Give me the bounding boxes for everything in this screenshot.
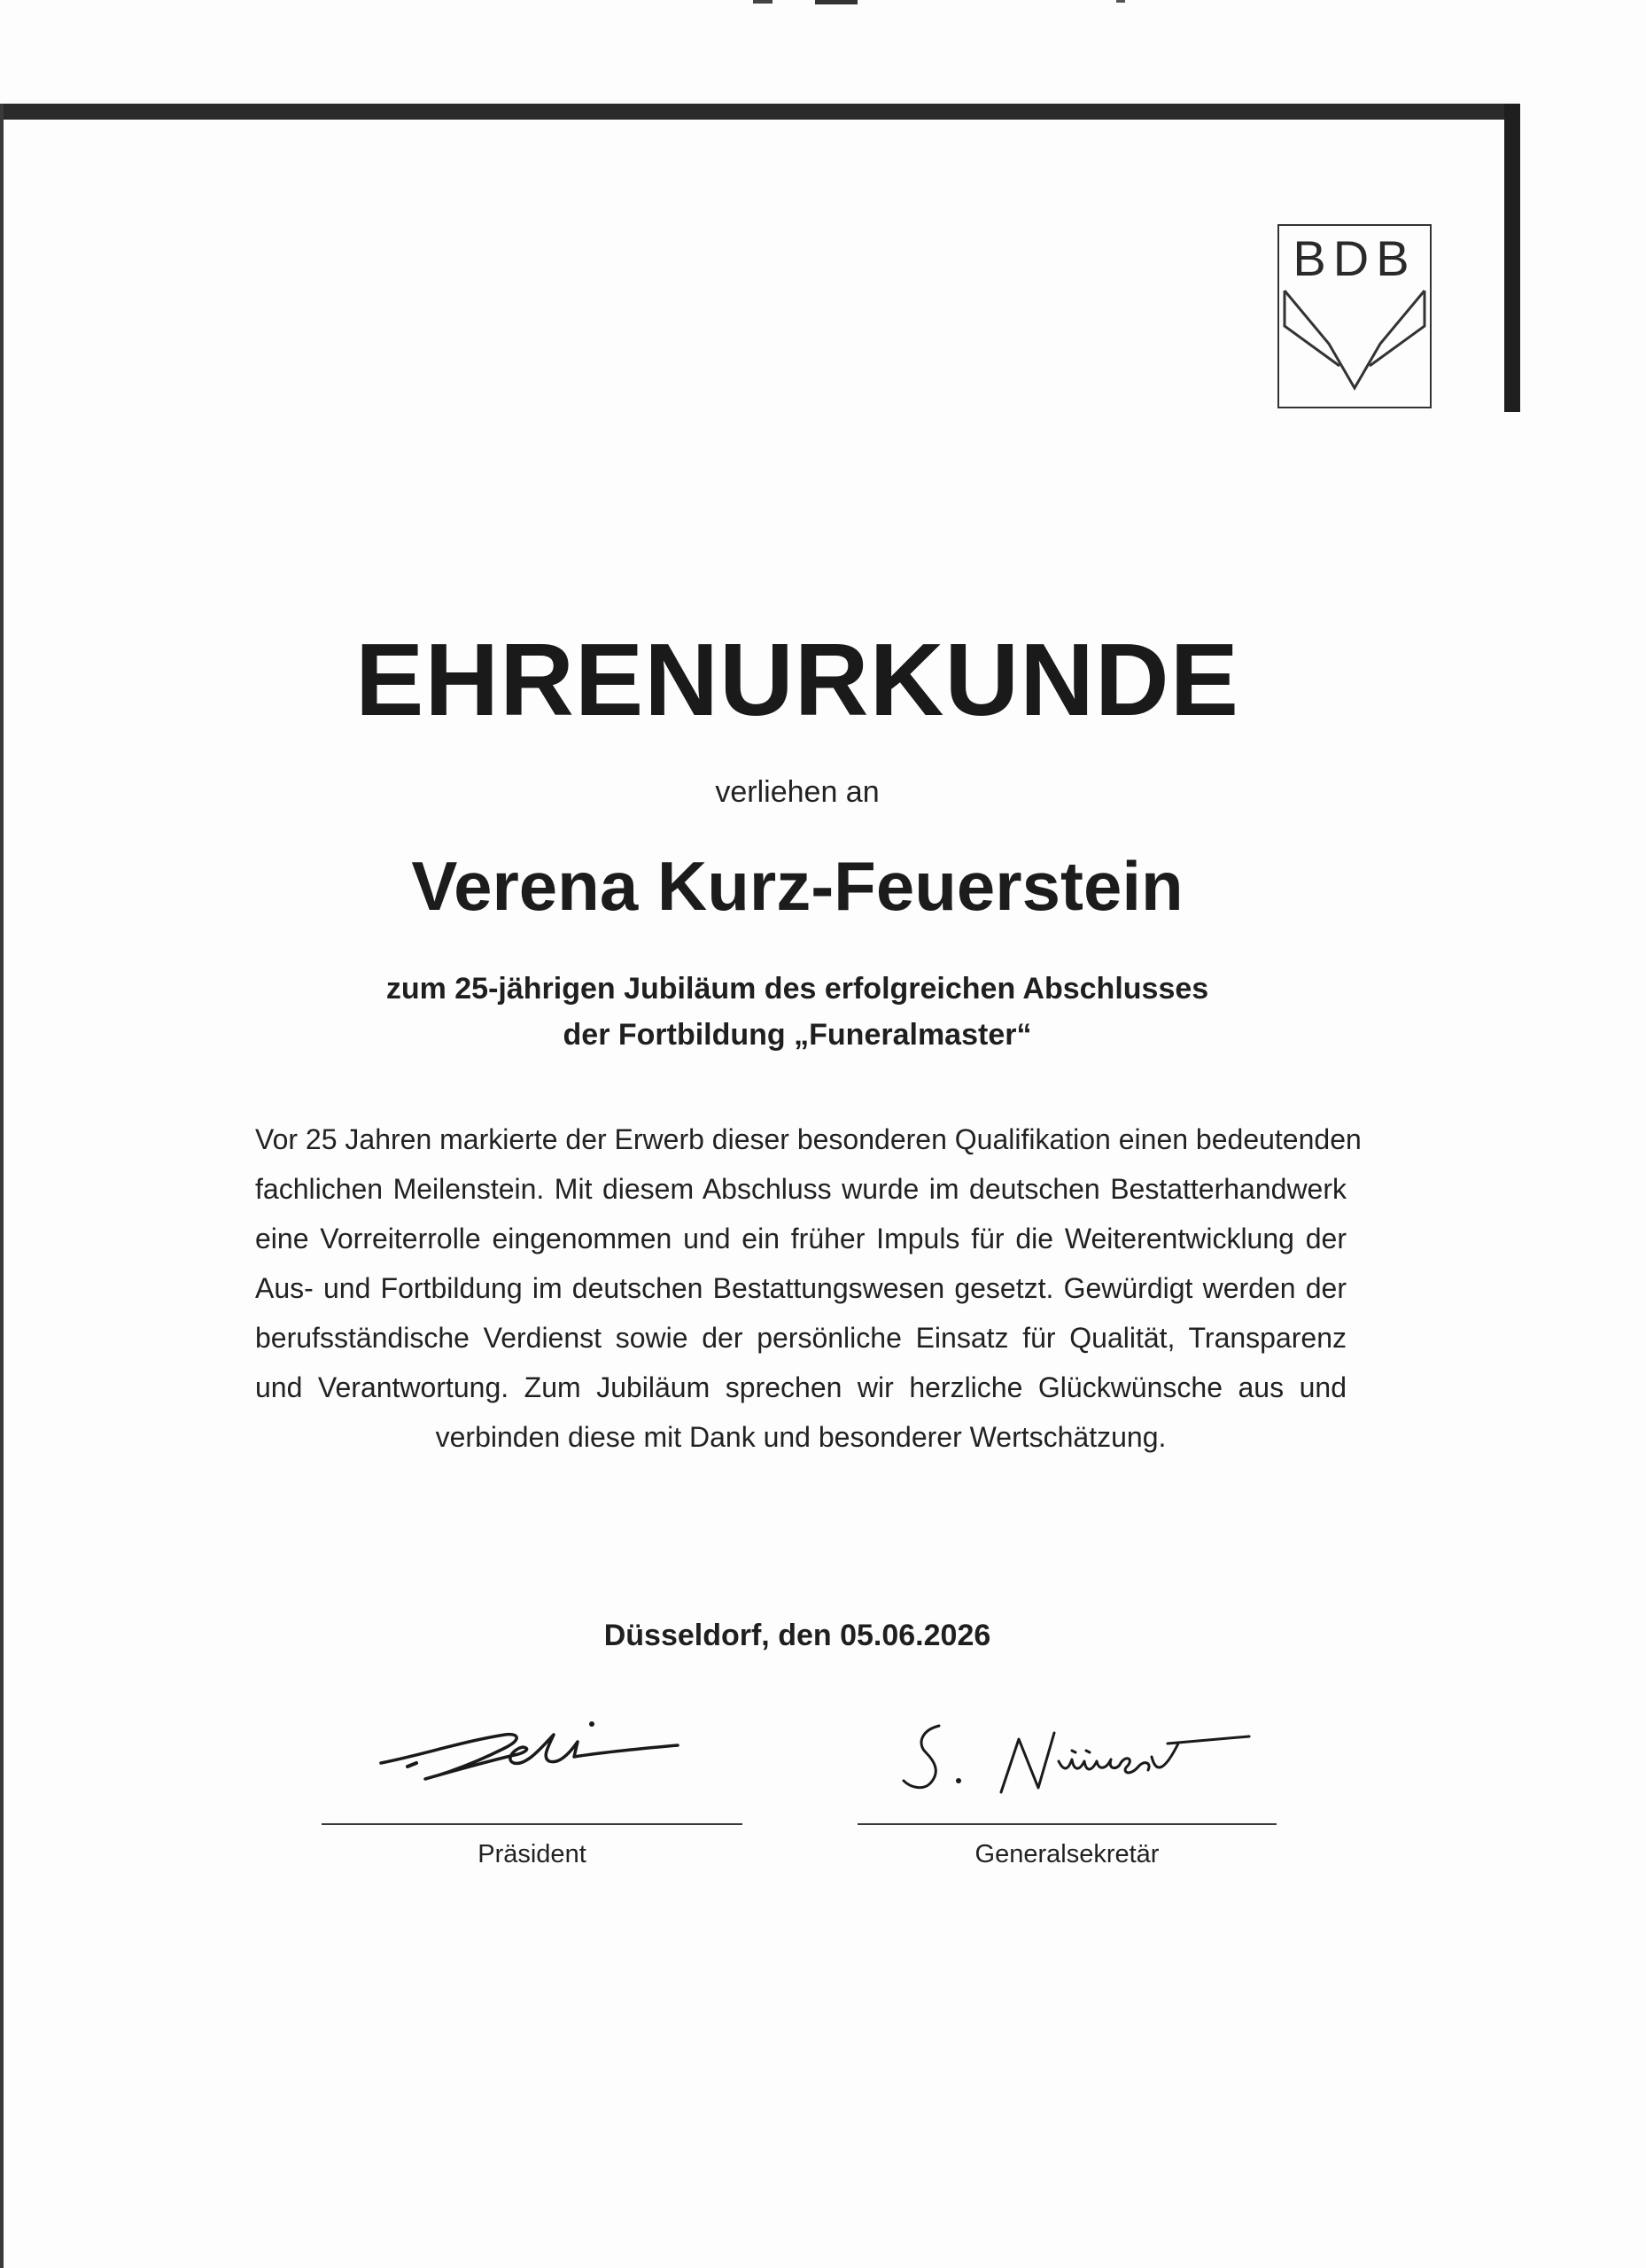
secretary-signature xyxy=(886,1708,1258,1806)
frame-top-border xyxy=(0,104,1520,120)
certificate-title: EHRENURKUNDE xyxy=(354,622,1240,737)
place-and-date: Düsseldorf, den 05.06.2026 xyxy=(603,1619,991,1652)
body-line: fachlichen Meilenstein. Mit diesem Abschluss wurde im deutschen Bestatterhandwerk xyxy=(255,1173,1347,1205)
body-line: verbinden diese mit Dank und besonderer Wertschätzung. xyxy=(435,1421,1167,1453)
awarded-to-label: verliehen an xyxy=(715,775,880,809)
occasion-line: der Fortbildung „Funeralmaster“ xyxy=(563,1018,1032,1052)
president-signature xyxy=(372,1708,691,1806)
president-signature-line xyxy=(322,1823,742,1825)
president-role-label: Präsident xyxy=(477,1840,586,1868)
certificate-body xyxy=(255,1115,1362,1462)
body-line: und Verantwortung. Zum Jubiläum sprechen wir herzliche Glückwünsche aus und xyxy=(255,1371,1347,1403)
body-line: eine Vorreiterrolle eingenommen und ein früher Impuls für die Weiterentwicklung der xyxy=(255,1223,1347,1254)
bdb-logo xyxy=(1277,224,1432,408)
secretary-role-label: Generalsekretär xyxy=(974,1840,1160,1868)
body-line: berufsständische Verdienst sowie der persönliche Einsatz für Qualität, Transparenz xyxy=(255,1322,1347,1354)
secretary-signature-line xyxy=(858,1823,1277,1825)
frame-right-border xyxy=(1504,104,1520,412)
bdb-book-v-logo-icon xyxy=(1277,224,1432,408)
body-line: Aus- und Fortbildung im deutschen Bestattungswesen gesetzt. Gewürdigt werden der xyxy=(255,1272,1347,1304)
logo-text: BDB xyxy=(1293,230,1417,286)
frame-left-border xyxy=(0,104,4,2268)
recipient-name: Verena Kurz-Feuerstein xyxy=(411,847,1184,925)
top-scan-marks xyxy=(726,0,1152,11)
occasion-text xyxy=(0,966,1595,1058)
body-line: Vor 25 Jahren markierte der Erwerb dieser besonderen Qualifikation einen bedeutenden xyxy=(255,1123,1362,1155)
occasion-line: zum 25-jährigen Jubiläum des erfolgreichen Abschlusses xyxy=(385,972,1209,1006)
